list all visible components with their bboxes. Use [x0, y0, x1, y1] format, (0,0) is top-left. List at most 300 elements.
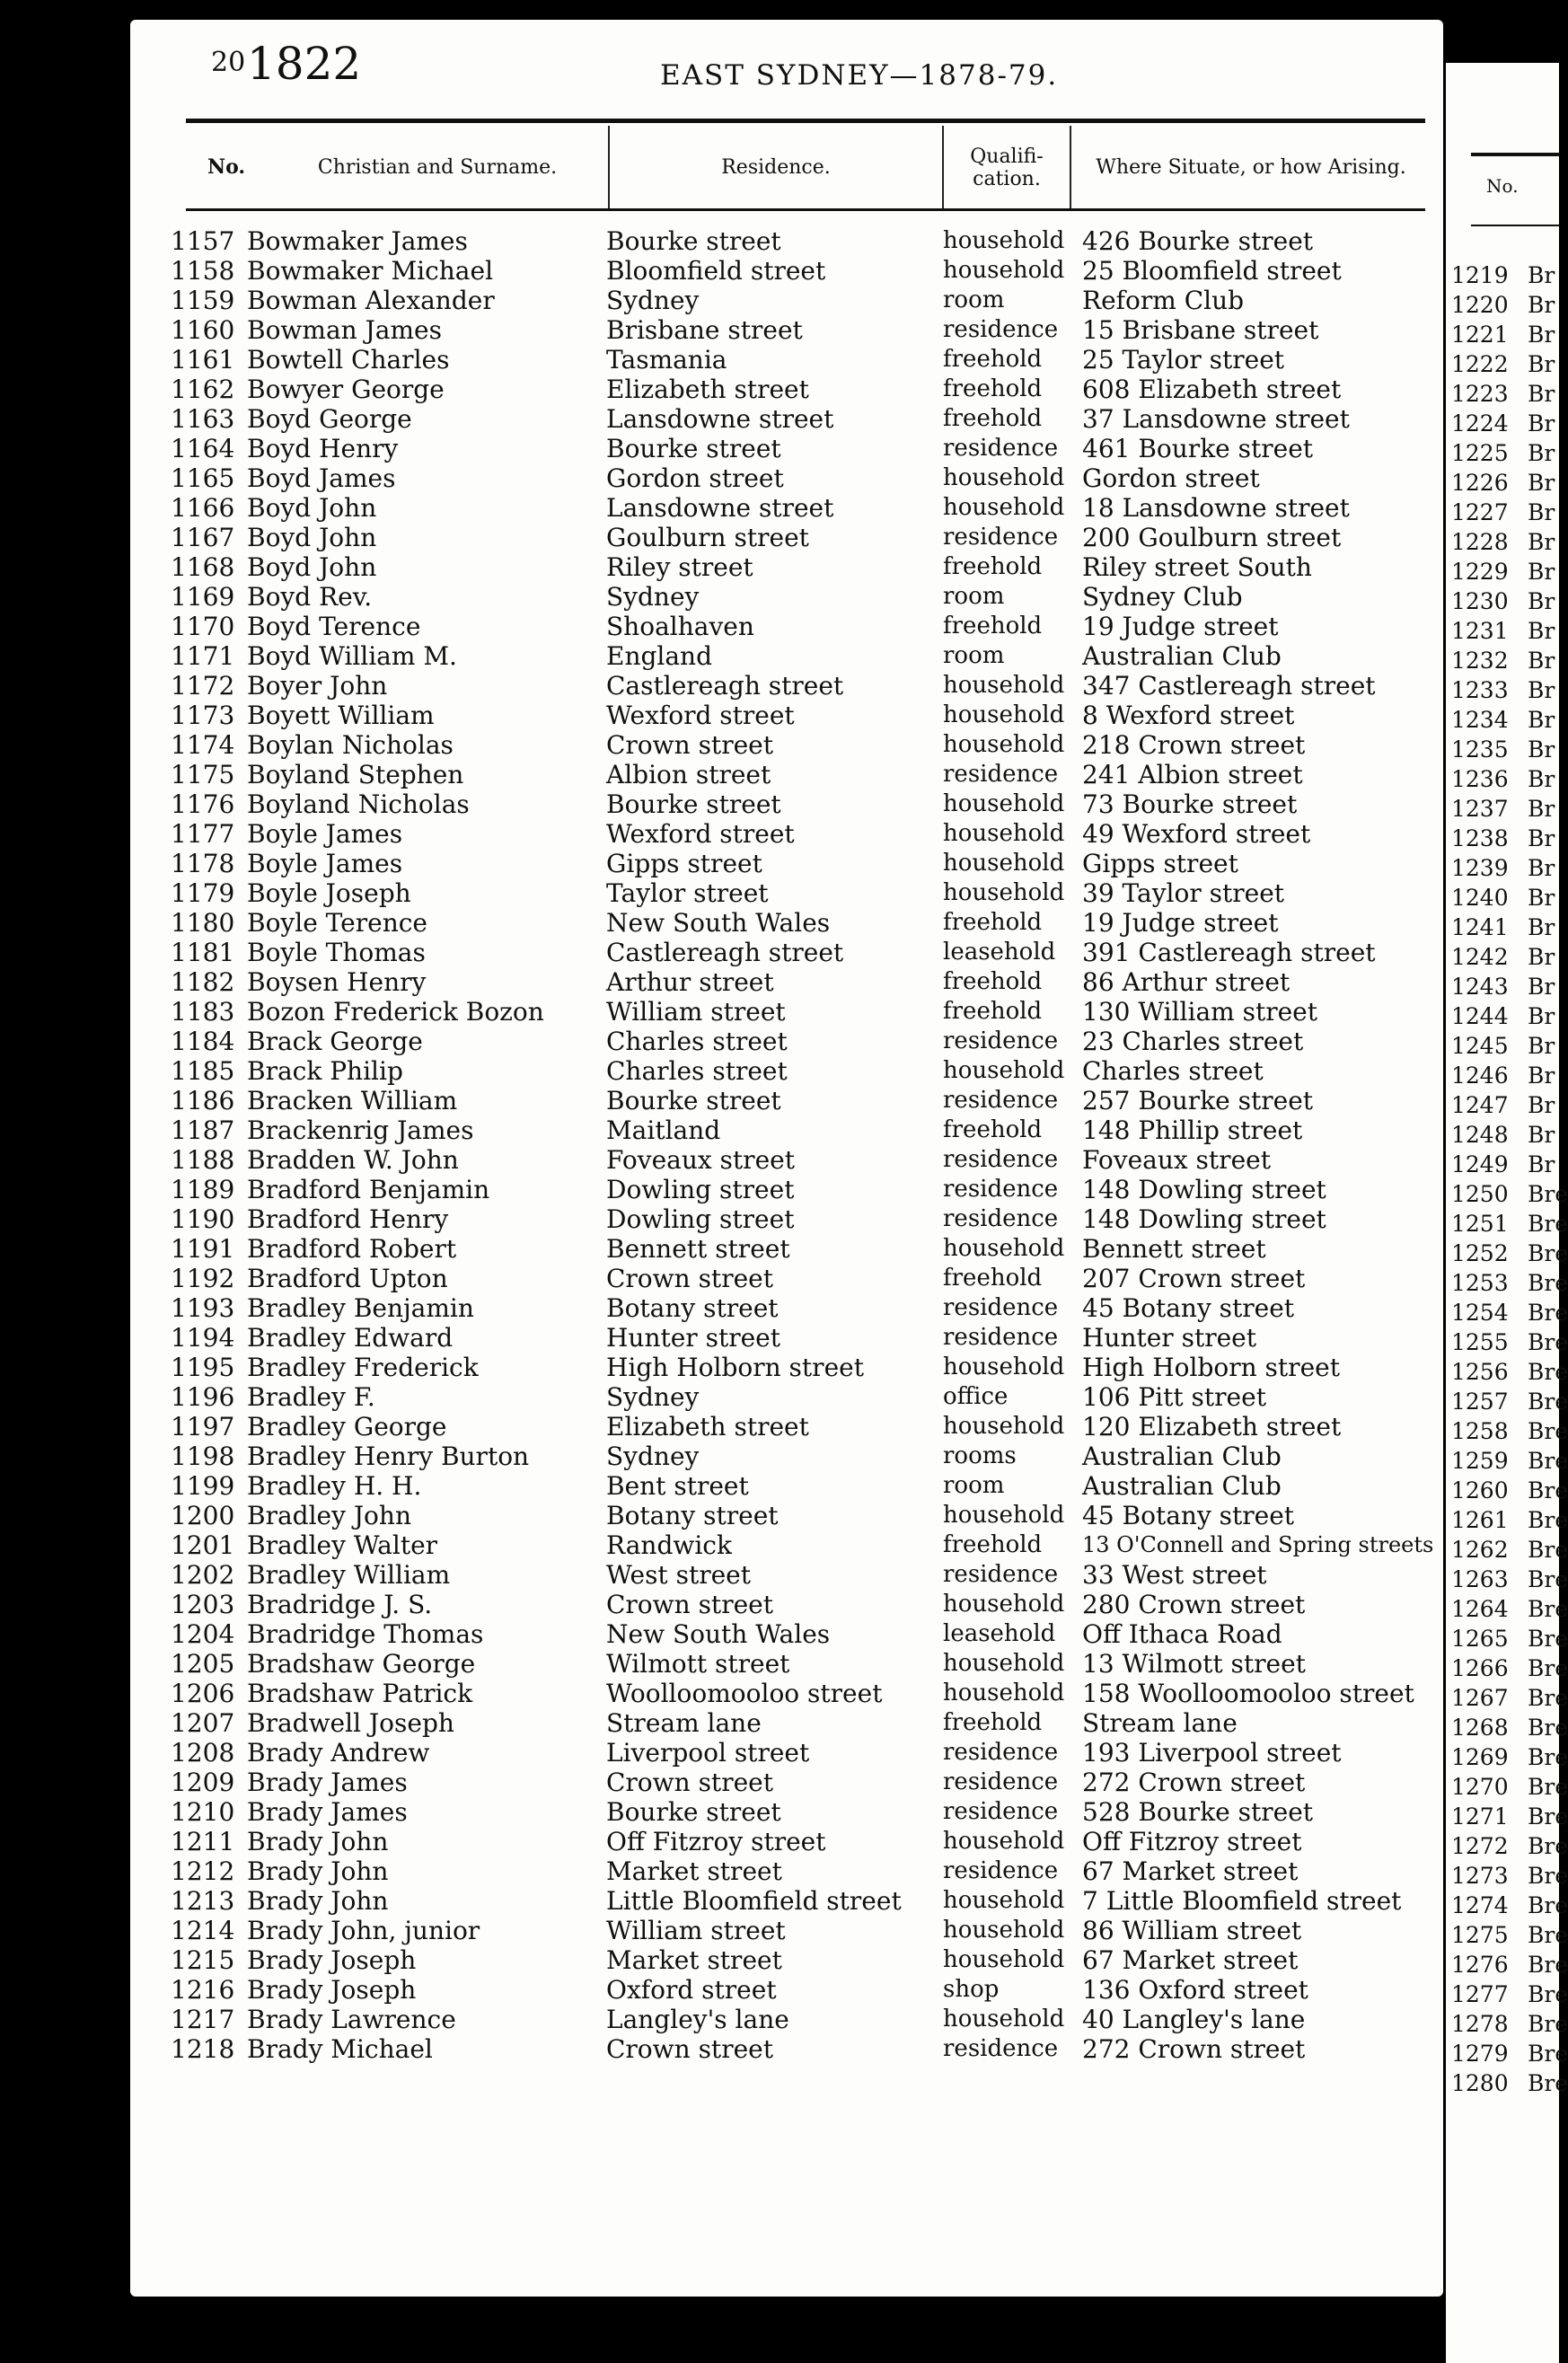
voter-name-fragment: Br	[1528, 855, 1555, 881]
voter-name: Bradley F.	[247, 1382, 375, 1412]
register-page	[130, 20, 1443, 2297]
qualification: household	[943, 731, 1065, 758]
where-situate: 148 Dowling street	[1082, 1175, 1326, 1204]
residence: William street	[606, 997, 786, 1027]
table-row	[130, 1293, 1443, 1323]
table-row	[130, 1768, 1443, 1797]
voter-name-fragment: Bre	[1528, 1211, 1568, 1237]
voter-name: Boyd George	[247, 404, 412, 434]
table-row	[130, 908, 1443, 938]
list-item	[1451, 468, 1559, 498]
table-row	[130, 1916, 1443, 1945]
residence: Sydney	[606, 582, 700, 612]
voter-name: Brack George	[247, 1027, 423, 1056]
residence: Stream lane	[606, 1708, 762, 1738]
entry-number: 1190	[171, 1204, 235, 1234]
voter-name-fragment: Br	[1528, 914, 1555, 940]
table-row	[130, 582, 1443, 612]
residence: Castlereagh street	[606, 671, 844, 701]
qualification: freehold	[943, 998, 1043, 1025]
entry-number: 1220	[1451, 292, 1509, 318]
table-row	[130, 1530, 1443, 1560]
entry-number: 1228	[1451, 529, 1509, 555]
table-row	[130, 552, 1443, 582]
entry-number: 1191	[171, 1234, 235, 1264]
qualification: residence	[943, 1857, 1059, 1884]
where-situate: 272 Crown street	[1082, 2034, 1306, 2064]
voter-name: Brady John, junior	[247, 1916, 480, 1945]
entry-number: 1227	[1451, 499, 1509, 525]
entry-number: 1238	[1451, 825, 1509, 851]
table-row	[130, 1708, 1443, 1738]
where-situate: 45 Botany street	[1082, 1501, 1295, 1530]
residence: Crown street	[606, 730, 773, 760]
list-item	[1451, 1950, 1568, 1979]
where-situate: 347 Castlereagh street	[1082, 671, 1376, 701]
table-row	[130, 878, 1443, 908]
residence: Langley's lane	[606, 2005, 789, 2034]
entry-number: 1268	[1451, 1715, 1509, 1741]
residence: Gordon street	[606, 463, 784, 493]
list-item	[1451, 1594, 1568, 1624]
voter-name-fragment: Br	[1528, 648, 1555, 674]
list-item	[1451, 527, 1559, 557]
qualification: household	[943, 790, 1065, 817]
entry-number: 1257	[1451, 1389, 1509, 1415]
residence: Crown street	[606, 1768, 773, 1797]
voter-name-fragment: Br	[1528, 1151, 1555, 1177]
residence: Botany street	[606, 1293, 779, 1323]
residence: Hunter street	[606, 1323, 780, 1353]
where-situate: High Holborn street	[1082, 1353, 1340, 1382]
entry-number: 1278	[1451, 2011, 1509, 2037]
list-item	[1451, 1653, 1568, 1683]
residence: Castlereagh street	[606, 938, 844, 967]
entry-number: 1272	[1451, 1833, 1509, 1859]
table-row	[130, 612, 1443, 641]
voter-name: Boyle Thomas	[247, 938, 426, 967]
table-row	[130, 1827, 1443, 1856]
where-situate: 130 William street	[1082, 997, 1317, 1027]
qualification: household	[943, 1413, 1065, 1440]
residence: Woolloomooloo street	[606, 1679, 883, 1708]
entry-number: 1276	[1451, 1952, 1509, 1978]
voter-name: Brady Michael	[247, 2034, 433, 2064]
where-situate: 207 Crown street	[1082, 1264, 1306, 1293]
entry-number: 1160	[171, 315, 235, 345]
where-situate: 106 Pitt street	[1082, 1382, 1266, 1412]
residence: High Holborn street	[606, 1353, 864, 1382]
list-item	[1451, 1179, 1568, 1209]
where-situate: 241 Albion street	[1082, 760, 1303, 789]
voter-name: Boyle James	[247, 849, 403, 878]
entry-number: 1261	[1451, 1507, 1509, 1533]
entry-number: 1206	[171, 1679, 235, 1708]
table-row	[130, 1145, 1443, 1175]
voter-name-fragment: Br	[1528, 559, 1555, 585]
voter-name: Bradford Robert	[247, 1234, 457, 1264]
residence: Off Fitzroy street	[606, 1827, 826, 1856]
voter-name-fragment: Br	[1528, 796, 1555, 822]
entry-number: 1233	[1451, 677, 1509, 703]
entry-number: 1165	[171, 463, 235, 493]
entry-number: 1243	[1451, 974, 1509, 1000]
voter-name: Boyett William	[247, 701, 435, 730]
residence: Bourke street	[606, 1797, 781, 1827]
entry-number: 1269	[1451, 1744, 1509, 1770]
where-situate: Off Ithaca Road	[1082, 1619, 1282, 1649]
residence: Dowling street	[606, 1175, 795, 1204]
qualification: freehold	[943, 1116, 1043, 1143]
voter-name: Brady Joseph	[247, 1945, 417, 1975]
qualification: household	[943, 464, 1065, 491]
residence: Lansdowne street	[606, 493, 834, 523]
table-row	[130, 849, 1443, 878]
entry-number: 1198	[171, 1442, 235, 1471]
qualification: freehold	[943, 346, 1043, 373]
qualification: residence	[943, 2035, 1059, 2062]
page-year: 1822	[247, 38, 362, 90]
page-number: 20	[211, 47, 246, 78]
entry-number: 1240	[1451, 885, 1509, 911]
qualification: household	[943, 494, 1065, 521]
voter-name-fragment: Bre	[1528, 1329, 1568, 1355]
table-row	[130, 1353, 1443, 1382]
entry-number: 1178	[171, 849, 235, 878]
voter-name: Bowtell Charles	[247, 345, 450, 375]
voter-name-fragment: Bre	[1528, 1922, 1568, 1948]
voter-name: Bradley John	[247, 1501, 411, 1530]
residence: Oxford street	[606, 1975, 777, 2005]
table-row	[130, 938, 1443, 967]
entry-number: 1247	[1451, 1092, 1509, 1118]
list-item	[1451, 557, 1559, 586]
entry-number: 1231	[1451, 618, 1509, 644]
voter-name-fragment: Br	[1528, 618, 1555, 644]
entry-number: 1196	[171, 1382, 235, 1412]
voter-name-fragment: Br	[1528, 766, 1555, 792]
entry-number: 1225	[1451, 440, 1509, 466]
voter-name-fragment: Bre	[1528, 1359, 1568, 1385]
qualification: residence	[943, 1087, 1059, 1114]
voter-name-fragment: Br	[1528, 736, 1555, 763]
residence: Riley street	[606, 552, 753, 582]
entry-number: 1275	[1451, 1922, 1509, 1948]
table-row	[130, 2034, 1443, 2064]
where-situate: 33 West street	[1082, 1560, 1267, 1590]
list-item	[1451, 764, 1559, 794]
where-situate: 158 Woolloomooloo street	[1082, 1679, 1414, 1708]
entry-number: 1210	[171, 1797, 235, 1827]
voter-name-fragment: Bre	[1528, 1389, 1568, 1415]
table-row	[130, 1056, 1443, 1086]
qualification: household	[943, 227, 1065, 254]
residence: Little Bloomfield street	[606, 1886, 902, 1916]
voter-name: Boyd Terence	[247, 612, 421, 641]
voter-name-fragment: Br	[1528, 322, 1555, 348]
qualification: residence	[943, 1768, 1059, 1795]
where-situate: 40 Langley's lane	[1082, 2005, 1306, 2034]
entry-number: 1202	[171, 1560, 235, 1590]
voter-name: Brackenrig James	[247, 1115, 474, 1145]
list-item	[1451, 1979, 1568, 2009]
qualification: residence	[943, 524, 1059, 551]
entry-number: 1163	[171, 404, 235, 434]
entry-number: 1250	[1451, 1181, 1509, 1207]
qualification: household	[943, 879, 1065, 906]
voter-name: Bradford Henry	[247, 1204, 449, 1234]
qualification: household	[943, 1591, 1065, 1618]
entry-number: 1183	[171, 997, 235, 1027]
voter-name-fragment: Br	[1528, 1062, 1555, 1089]
list-item	[1451, 1090, 1559, 1120]
residence: Wexford street	[606, 701, 795, 730]
voter-name: Bradden W. John	[247, 1145, 459, 1175]
qualification: freehold	[943, 1265, 1043, 1292]
where-situate: Gipps street	[1082, 849, 1238, 878]
list-item	[1451, 913, 1559, 942]
voter-name-fragment: Bre	[1528, 1863, 1568, 1889]
entry-number: 1177	[171, 819, 235, 849]
table-row	[130, 789, 1443, 819]
voter-name-fragment: Bre	[1528, 1596, 1568, 1622]
list-item	[1451, 1476, 1568, 1505]
list-item	[1451, 1239, 1568, 1268]
voter-name-fragment: Br	[1528, 351, 1555, 377]
qualification: residence	[943, 1294, 1059, 1321]
entry-number: 1229	[1451, 559, 1509, 585]
list-item	[1451, 260, 1559, 290]
entry-number: 1235	[1451, 736, 1509, 763]
list-item	[1451, 794, 1559, 824]
voter-name-fragment: Br	[1528, 1092, 1555, 1118]
list-item	[1451, 1535, 1568, 1565]
entry-number: 1222	[1451, 351, 1509, 377]
voter-name-fragment: Bre	[1528, 1537, 1568, 1563]
entry-number: 1242	[1451, 944, 1509, 970]
entry-number: 1213	[171, 1886, 235, 1916]
qualification: residence	[943, 435, 1059, 462]
voter-name-fragment: Bre	[1528, 1270, 1568, 1296]
entry-number: 1166	[171, 493, 235, 523]
list-item	[1451, 1624, 1568, 1653]
entry-number: 1185	[171, 1056, 235, 1086]
entry-number: 1265	[1451, 1626, 1509, 1652]
list-item	[1451, 1683, 1568, 1713]
voter-name: Brady James	[247, 1797, 408, 1827]
voter-name-fragment: Bre	[1528, 1655, 1568, 1681]
voter-name: Bradwell Joseph	[247, 1708, 454, 1738]
voter-name: Boyland Stephen	[247, 760, 464, 789]
entry-number: 1252	[1451, 1240, 1509, 1266]
where-situate: Sydney Club	[1082, 582, 1243, 612]
list-item	[1451, 1031, 1559, 1061]
list-item	[1451, 1861, 1568, 1891]
list-item	[1451, 705, 1559, 735]
entry-number: 1223	[1451, 381, 1509, 407]
qualification: freehold	[943, 405, 1043, 432]
entry-number: 1181	[171, 938, 235, 967]
where-situate: 7 Little Bloomfield street	[1082, 1886, 1402, 1916]
list-item	[1451, 1416, 1568, 1446]
list-item	[1451, 616, 1559, 646]
residence: Albion street	[606, 760, 771, 789]
table-row	[130, 671, 1443, 701]
qualification: household	[943, 1353, 1065, 1380]
entry-number: 1270	[1451, 1774, 1509, 1800]
voter-name: Boyle James	[247, 819, 403, 849]
voter-name: Bowmaker James	[247, 226, 468, 256]
qualification: room	[943, 287, 1005, 313]
voter-name: Bradley George	[247, 1412, 447, 1442]
where-situate: 257 Bourke street	[1082, 1086, 1314, 1115]
list-item	[1451, 1120, 1559, 1150]
entry-number: 1262	[1451, 1537, 1509, 1563]
qualification: household	[943, 1650, 1065, 1677]
qualification: residence	[943, 1205, 1059, 1232]
residence: Sydney	[606, 1442, 700, 1471]
residence: Gipps street	[606, 849, 762, 878]
entry-number: 1245	[1451, 1033, 1509, 1059]
entry-number: 1201	[171, 1530, 235, 1560]
entry-number: 1179	[171, 878, 235, 908]
entry-number: 1205	[171, 1649, 235, 1679]
entry-number: 1214	[171, 1916, 235, 1945]
list-item	[1451, 409, 1559, 438]
qualification: freehold	[943, 613, 1043, 639]
voter-name-fragment: Br	[1528, 707, 1555, 733]
entry-number: 1266	[1451, 1655, 1509, 1681]
qualification: residence	[943, 761, 1059, 788]
entry-number: 1208	[171, 1738, 235, 1768]
column-header-no: No.	[207, 155, 246, 180]
entry-number: 1217	[171, 2005, 235, 2034]
table-row	[130, 1204, 1443, 1234]
table-row	[130, 256, 1443, 286]
voter-name: Bradley Benjamin	[247, 1293, 474, 1323]
list-item	[1451, 1001, 1559, 1031]
entry-number: 1170	[171, 612, 235, 641]
where-situate: Australian Club	[1082, 1442, 1282, 1471]
voter-name: Brady John	[247, 1856, 389, 1886]
table-row	[130, 523, 1443, 552]
voter-name: Boylan Nicholas	[247, 730, 454, 760]
residence: Tasmania	[606, 345, 727, 375]
voter-name: Brady John	[247, 1827, 389, 1856]
where-situate: 280 Crown street	[1082, 1590, 1306, 1619]
table-row	[130, 1501, 1443, 1530]
voter-name: Brady John	[247, 1886, 389, 1916]
table-row	[130, 315, 1443, 345]
entry-number: 1273	[1451, 1863, 1509, 1889]
voter-name-fragment: Br	[1528, 1033, 1555, 1059]
residence: Bloomfield street	[606, 256, 826, 286]
voter-name: Bradley Edward	[247, 1323, 454, 1353]
where-situate: Stream lane	[1082, 1708, 1238, 1738]
where-situate: 200 Goulburn street	[1082, 523, 1342, 552]
residence: Randwick	[606, 1530, 732, 1560]
entry-number: 1263	[1451, 1566, 1509, 1592]
qualification: household	[943, 850, 1065, 877]
entry-number: 1232	[1451, 648, 1509, 674]
where-situate: Off Fitzroy street	[1082, 1827, 1302, 1856]
qualification: freehold	[943, 553, 1043, 580]
entry-number: 1249	[1451, 1151, 1509, 1177]
voter-name-fragment: Bre	[1528, 1418, 1568, 1444]
residence: Market street	[606, 1945, 782, 1975]
qualification: rooms	[943, 1442, 1017, 1469]
table-row	[130, 286, 1443, 315]
entry-number: 1200	[171, 1501, 235, 1530]
voter-name-fragment: Bre	[1528, 1240, 1568, 1266]
qualification: office	[943, 1383, 1009, 1410]
qualification: household	[943, 1946, 1065, 1973]
voter-name-fragment: Br	[1528, 470, 1555, 496]
list-item	[1451, 1387, 1568, 1416]
residence: Elizabeth street	[606, 375, 809, 404]
list-item	[1451, 498, 1559, 527]
qualification: room	[943, 1472, 1005, 1499]
entry-number: 1157	[171, 226, 235, 256]
voter-name-fragment: Br	[1528, 499, 1555, 525]
qualification: leasehold	[943, 1620, 1056, 1647]
qualification: leasehold	[943, 939, 1056, 965]
table-row	[130, 1115, 1443, 1145]
table-row	[130, 1856, 1443, 1886]
list-item	[1451, 320, 1559, 349]
entry-number: 1258	[1451, 1418, 1509, 1444]
where-situate: 218 Crown street	[1082, 730, 1306, 760]
table-row	[130, 1234, 1443, 1264]
residence: Bourke street	[606, 789, 781, 819]
entry-number: 1264	[1451, 1596, 1509, 1622]
where-situate: 19 Judge street	[1082, 908, 1279, 938]
voter-name: Bracken William	[247, 1086, 458, 1115]
table-row	[130, 1590, 1443, 1619]
list-item	[1451, 853, 1559, 883]
where-situate: 13 Wilmott street	[1082, 1649, 1306, 1679]
voter-name: Bradshaw Patrick	[247, 1679, 473, 1708]
qualification: household	[943, 1828, 1065, 1855]
entry-number: 1162	[171, 375, 235, 404]
table-row	[130, 1560, 1443, 1590]
where-situate: 18 Lansdowne street	[1082, 493, 1350, 523]
residence: Lansdowne street	[606, 404, 834, 434]
table-row	[130, 1027, 1443, 1056]
voter-name: Bowyer George	[247, 375, 445, 404]
voter-name-fragment: Bre	[1528, 1744, 1568, 1770]
entry-number: 1218	[171, 2034, 235, 2064]
table-row	[130, 1382, 1443, 1412]
entry-number: 1194	[171, 1323, 235, 1353]
voter-name: Bradford Upton	[247, 1264, 448, 1293]
voter-name-fragment: Bre	[1528, 1477, 1568, 1503]
qualification: freehold	[943, 968, 1043, 995]
list-item	[1451, 1831, 1568, 1861]
entry-number: 1192	[171, 1264, 235, 1293]
entry-number: 1189	[171, 1175, 235, 1204]
voter-name-fragment: Br	[1528, 1122, 1555, 1148]
qualification: residence	[943, 1324, 1059, 1351]
list-item	[1451, 349, 1559, 379]
entry-number: 1271	[1451, 1803, 1509, 1830]
list-item	[1451, 1742, 1568, 1772]
where-situate: 461 Bourke street	[1082, 434, 1314, 463]
where-situate: 272 Crown street	[1082, 1768, 1306, 1797]
voter-name: Bradley Walter	[247, 1530, 438, 1560]
list-item	[1451, 675, 1559, 705]
where-situate: Gordon street	[1082, 463, 1260, 493]
